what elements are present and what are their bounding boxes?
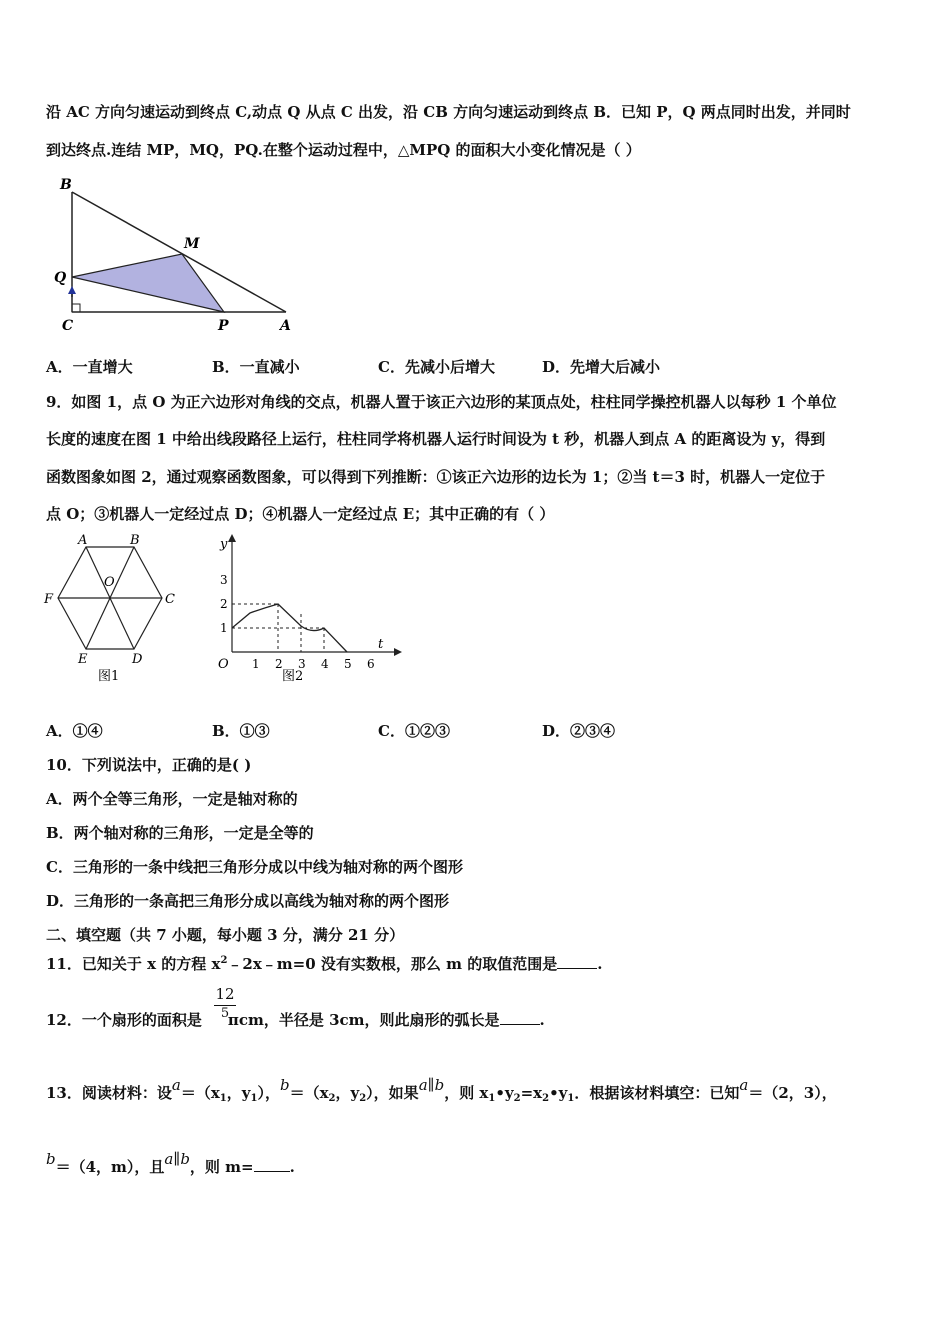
q11-part-a: 11．已知关于 x 的方程 x xyxy=(46,955,221,973)
parallel-symbol: ∥ xyxy=(173,1150,181,1168)
triangle-mpq xyxy=(72,254,224,312)
q13-sub-4: 2 xyxy=(359,1093,367,1104)
q12 xyxy=(46,1010,545,1030)
q11-answer-blank[interactable] xyxy=(557,954,597,969)
q13-line2 xyxy=(46,1150,295,1177)
vector-a: a xyxy=(164,1150,174,1168)
q11 xyxy=(46,951,602,974)
label-a: A xyxy=(280,318,291,334)
x-tick-5: 5 xyxy=(344,657,352,671)
vector-b: b xyxy=(46,1150,56,1168)
q9-hexagon-figure xyxy=(40,530,190,690)
figure1-caption: 图1 xyxy=(98,669,120,684)
label-p: P xyxy=(218,318,229,334)
q9-option-b: B．①③ xyxy=(212,722,270,740)
hex-label-c: C xyxy=(165,592,175,607)
q9-option-a: A．①④ xyxy=(46,722,103,740)
vector-a: a xyxy=(418,1076,428,1094)
y-tick-2: 2 xyxy=(220,597,228,611)
hex-label-d: D xyxy=(132,652,143,667)
y-tick-1: 1 xyxy=(220,621,228,635)
q13-text-8: ，则 x xyxy=(444,1084,489,1102)
graph-y-label: y xyxy=(220,537,228,552)
q13-sub-7: 2 xyxy=(542,1093,550,1104)
label-m: M xyxy=(184,236,200,252)
q11-end: . xyxy=(597,955,603,973)
q9-option-c: C．①②③ xyxy=(378,722,450,740)
q13-text-3: ，y xyxy=(226,1084,251,1102)
q8-option-d: D．先增大后减小 xyxy=(542,358,661,376)
label-q: Q xyxy=(54,270,67,286)
q9-line2: 长度的速度在图 1 中给出线段路径上运行，柱柱同学将机器人运行时间设为 t 秒，机器人到点 A 的距离设为 y，得到 xyxy=(46,430,826,448)
q13-answer-blank[interactable] xyxy=(254,1157,290,1172)
q12-part-a: 12．一个扇形的面积是 xyxy=(46,1011,202,1029)
q13-sub-6: 2 xyxy=(513,1093,521,1104)
q13-sub-2: 1 xyxy=(250,1093,258,1104)
q9-line3: 函数图象如图 2，通过观察函数图象，可以得到下列推断：①该正六边形的边长为 1；②当 t＝3 时，机器人一定位于 xyxy=(46,468,826,486)
q13-line1 xyxy=(46,1076,837,1109)
x-tick-3: 3 xyxy=(298,657,306,671)
q8-option-a: A．一直增大 xyxy=(46,358,133,376)
q11-exponent: 2 xyxy=(220,955,228,966)
q13-text-10: =x xyxy=(520,1084,543,1102)
graph-t-label: t xyxy=(378,637,384,652)
q12-part-b: πcm，半径是 3cm，则此扇形的弧长是 xyxy=(227,1011,500,1029)
q13-text-4: ）， xyxy=(257,1084,280,1102)
label-b: B xyxy=(60,177,72,193)
parallel-symbol: ∥ xyxy=(427,1076,435,1094)
y-tick-3: 3 xyxy=(220,573,228,587)
q8-line1: 沿 AC 方向匀速运动到终点 C,动点 Q 从点 C 出发，沿 CB 方向匀速运动到终点 B．已知 P，Q 两点同时出发，并同时 xyxy=(46,103,851,121)
q11-part-b: ﹣2x﹣m=0 没有实数根，那么 m 的取值范围是 xyxy=(227,955,558,973)
q13-text-11: •y xyxy=(549,1084,568,1102)
vector-b: b xyxy=(434,1076,445,1094)
x-tick-2: 2 xyxy=(275,657,283,671)
q12-frac-den: 5 xyxy=(214,1005,236,1021)
x-tick-4: 4 xyxy=(321,657,329,671)
q10-option-c: C．三角形的一条中线把三角形分成以中线为轴对称的两个图形 xyxy=(46,858,463,876)
section2-heading: 二、填空题（共 7 小题，每小题 3 分，满分 21 分） xyxy=(46,926,405,944)
q13-end: . xyxy=(289,1158,295,1176)
hex-label-e: E xyxy=(78,652,88,667)
vector-a: a xyxy=(171,1076,181,1094)
q13-sub-3: 2 xyxy=(328,1093,336,1104)
q10-option-a: A．两个全等三角形，一定是轴对称的 xyxy=(46,790,298,808)
q12-frac-num: 12 xyxy=(215,985,235,1003)
q13-text-1: 13．阅读材料：设 xyxy=(46,1084,172,1102)
q13-sub-5: 1 xyxy=(488,1093,496,1104)
q9-option-d: D．②③④ xyxy=(542,722,616,740)
q13-text-14: ＝（4，m），且 xyxy=(55,1158,165,1176)
q13-text-12: ．根据该材料填空：已知 xyxy=(574,1084,740,1102)
q10-option-b: B．两个轴对称的三角形，一定是全等的 xyxy=(46,824,314,842)
q13-sub-1: 1 xyxy=(219,1093,227,1104)
q13-text-7: ），如果 xyxy=(366,1084,419,1102)
hex-label-b: B xyxy=(130,533,140,548)
hex-label-f: F xyxy=(44,592,54,607)
graph-curve xyxy=(232,604,347,652)
q13-text-13: ＝（2，3）， xyxy=(748,1084,837,1102)
q13-text-5: ＝（x xyxy=(289,1084,329,1102)
label-c: C xyxy=(62,318,74,334)
hex-label-a: A xyxy=(78,533,88,548)
x-tick-1: 1 xyxy=(252,657,260,671)
q9-line1: 9．如图 1，点 O 为正六边形对角线的交点，机器人置于该正六边形的某顶点处，柱柱同学操控机器人以每秒 1 个单位 xyxy=(46,393,837,411)
q13-text-15: ，则 m= xyxy=(189,1158,254,1176)
q13-text-2: ＝（x xyxy=(180,1084,220,1102)
hex-label-o: O xyxy=(104,575,115,590)
q13-sub-8: 1 xyxy=(567,1093,575,1104)
q10-stem: 10．下列说法中，正确的是( ) xyxy=(46,756,252,774)
q8-option-c: C．先减小后增大 xyxy=(378,358,495,376)
q13-text-9: •y xyxy=(495,1084,514,1102)
figure2-caption: 图2 xyxy=(282,669,304,684)
q9-graph-figure xyxy=(210,530,410,690)
graph-origin-label: O xyxy=(218,657,229,672)
vector-b: b xyxy=(279,1076,290,1094)
q10-option-d: D．三角形的一条高把三角形分成以高线为轴对称的两个图形 xyxy=(46,892,450,910)
vector-b: b xyxy=(180,1150,190,1168)
x-tick-6: 6 xyxy=(367,657,375,671)
q13-text-6: ，y xyxy=(335,1084,360,1102)
q8-line2: 到达终点.连结 MP，MQ，PQ.在整个运动过程中，△MPQ 的面积大小变化情况是（ ） xyxy=(46,141,641,159)
q8-option-b: B．一直减小 xyxy=(212,358,300,376)
q8-triangle-figure xyxy=(46,172,306,342)
q9-line4: 点 O；③机器人一定经过点 D；④机器人一定经过点 E；其中正确的有（ ） xyxy=(46,505,555,523)
q12-answer-blank[interactable] xyxy=(500,1010,540,1025)
q12-end: . xyxy=(539,1011,545,1029)
vector-a: a xyxy=(739,1076,749,1094)
